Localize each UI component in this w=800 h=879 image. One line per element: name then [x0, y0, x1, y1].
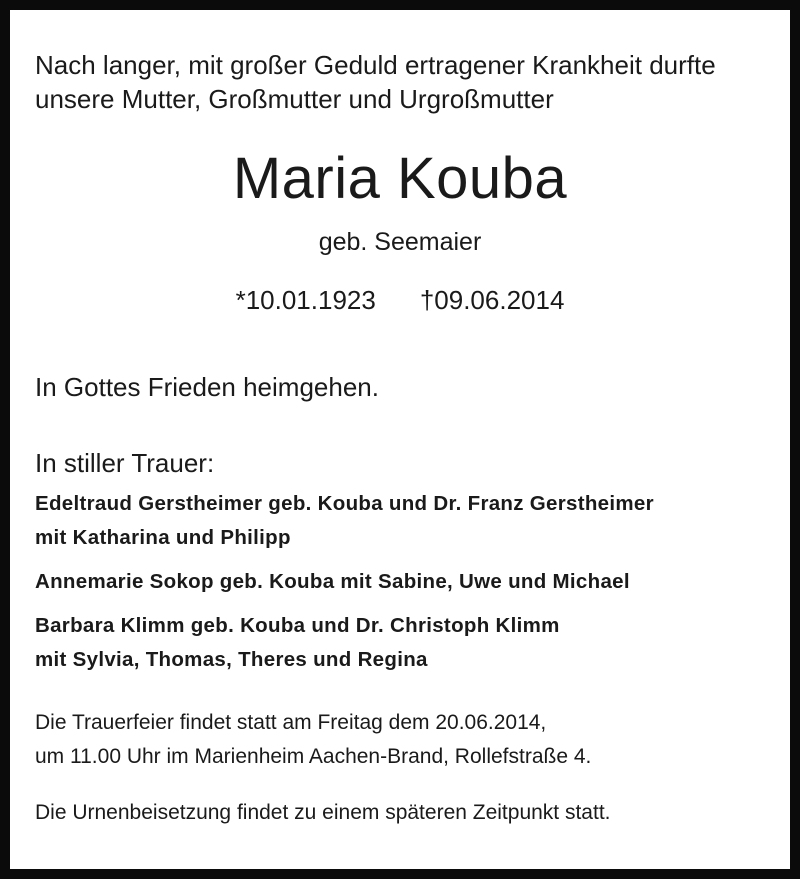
family-line: mit Katharina und Philipp	[35, 526, 291, 549]
family-group-barbara	[35, 609, 654, 677]
ceremony-info	[35, 706, 591, 774]
deceased-name: Maria Kouba	[232, 146, 568, 211]
intro-line-2: unsere Mutter, Großmutter und Urgroßmutter	[35, 84, 554, 114]
family-line: Barbara Klimm geb. Kouba und Dr. Christoph Klimm	[35, 614, 560, 637]
family-line: Edeltraud Gerstheimer geb. Kouba und Dr. Franz Gerstheimer	[35, 492, 654, 515]
peace-line: In Gottes Frieden heimgehen.	[35, 372, 379, 402]
family-line: Annemarie Sokop geb. Kouba mit Sabine, Uwe und Michael	[35, 570, 630, 593]
family-group-edeltraud	[35, 487, 654, 555]
life-dates	[10, 283, 790, 317]
maiden-name: geb. Seemaier	[318, 228, 482, 256]
family-group-annemarie	[35, 565, 654, 599]
mourning-heading: In stiller Trauer:	[35, 448, 215, 478]
ceremony-line-1: Die Trauerfeier findet statt am Freitag dem 20.06.2014,	[35, 711, 547, 734]
intro-line-1: Nach langer, mit großer Geduld ertragener Krankheit durfte	[35, 50, 716, 80]
family-list	[35, 487, 654, 687]
urn-burial-info: Die Urnenbeisetzung findet zu einem späteren Zeitpunkt statt.	[35, 801, 611, 824]
birth-date: *10.01.1923	[235, 285, 376, 315]
family-line: mit Sylvia, Thomas, Theres und Regina	[35, 648, 428, 671]
intro-text	[35, 48, 775, 116]
ceremony-line-2: um 11.00 Uhr im Marienheim Aachen-Brand, Rollefstraße 4.	[35, 745, 592, 768]
death-date: †09.06.2014	[419, 285, 565, 315]
